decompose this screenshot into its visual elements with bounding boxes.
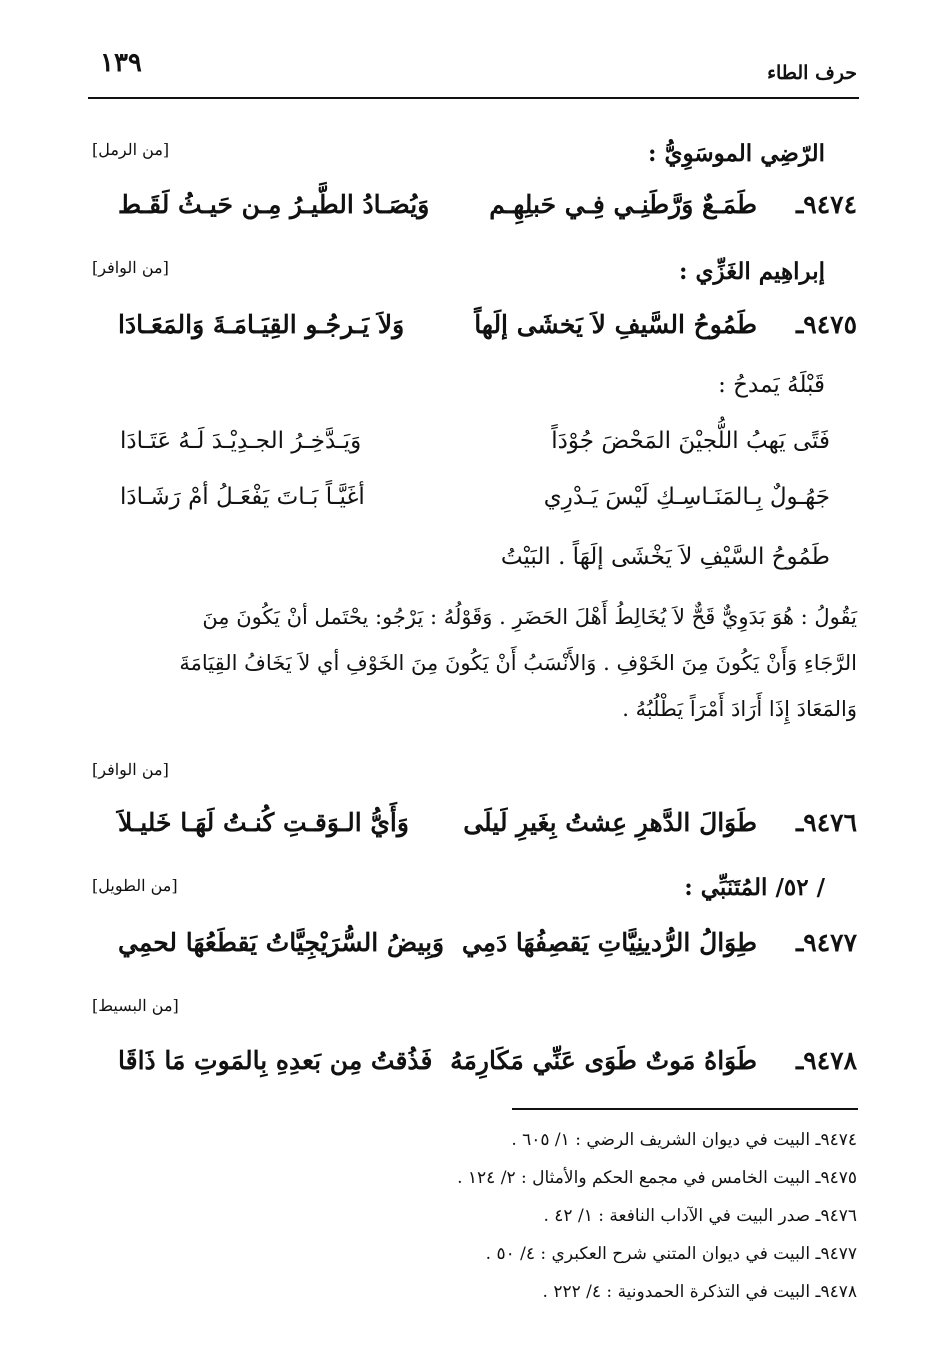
prior-verse (120, 484, 830, 524)
verse-second-hemistich: وَلاَ يَـرجُـو القِيَـامَـةَ وَالمَعَـادَا (118, 310, 405, 339)
before-label: قَبْلَهُ يَمدحُ : (718, 372, 825, 398)
verse-number: ٩٤٧٨ـ (795, 1046, 857, 1075)
poet-name: / ٥٢/ المُتَنَبِّي : (684, 874, 825, 901)
commentary-line: يَقُولُ : هُوَ بَدَوِيٌّ قَحٌّ لاَ يُخَالِطُ أَهْلَ الحَضَرِ . وَقَوْلُهُ : يَرْجُو: يحْتَمل أنْ يَكُونَ مِنَ (202, 605, 857, 629)
verse-number: ٩٤٧٧ـ (795, 928, 857, 957)
verse-number: ٩٤٧٥ـ (795, 310, 857, 339)
verse-number: ٩٤٧٤ـ (795, 190, 857, 219)
footnote-rule (512, 1108, 858, 1110)
commentary-line: الرَّجَاءِ وَأَنْ يَكُونَ مِنَ الخَوْفِ . وَالأَنْسَبُ أَنْ يَكُونَ مِنَ الخَوْفِ أي لاَ يَخَافُ القِيَامَةَ (179, 651, 857, 675)
verse-second-hemistich: أغَيَّـاً بَـاتَ يَفْعَـلُ أمْ رَشَـادَا (120, 484, 365, 510)
verse-second-hemistich: فَذُقتُ مِن بَعدِهِ بِالمَوتِ مَا ذَاقَا (118, 1046, 433, 1075)
verse-first-hemistich: طَمُوحُ السَّيفِ لاَ يَخشَى إلَهاً (474, 310, 757, 339)
verse-number: ٩٤٧٦ـ (795, 808, 857, 837)
verse-9478 (118, 1046, 857, 1092)
verse-9474 (118, 190, 857, 236)
footnote: ٩٤٧٨ـ البيت في التذكرة الحمدونية : ٤/ ٢٢٢ . (542, 1282, 857, 1302)
verse-second-hemistich: وَبِيضُ السُّرَيْجِيَّاتُ يَقطَعُهَا لحمِي (118, 928, 445, 957)
prior-verse (120, 428, 830, 468)
meter-label: [من الطويل] (92, 876, 178, 895)
header-rule (88, 97, 859, 99)
meter-label: [من الرمل] (92, 140, 170, 159)
poet-name: إبراهِيم الغَزِّي : (679, 258, 825, 285)
verse-second-hemistich: وَأَيُّ الـوَقـتِ كُنـتُ لَهَـا خَليـلاَ (118, 808, 409, 837)
footnote: ٩٤٧٦ـ صدر البيت في الآداب النافعة : ١/ ٤٢ . (543, 1206, 857, 1226)
verse-quote: طَمُوحُ السَّيْفِ لاَ يَخْشَى إلَهَاً . البَيْتُ (500, 544, 830, 570)
meter-label: [من الوافر] (92, 760, 169, 779)
footnote: ٩٤٧٤ـ البيت في ديوان الشريف الرضي : ١/ ٦٠٥ . (511, 1130, 857, 1150)
footnote: ٩٤٧٧ـ البيت في ديوان المتني شرح العكبري : ٤/ ٥٠ . (485, 1244, 857, 1264)
running-header-chapter: حرف الطاء (767, 62, 857, 84)
footnote: ٩٤٧٥ـ البيت الخامس في مجمع الحكم والأمثال : ٢/ ١٢٤ . (457, 1168, 857, 1188)
commentary-line: وَالمَعَادَ إِذَا أَرَادَ أَمْرَاً يَطْلُبُهُ . (622, 697, 857, 721)
commentary-paragraph (110, 594, 857, 732)
verse-9477 (118, 928, 857, 974)
verse-9476 (118, 808, 857, 854)
verse-first-hemistich: فَتًى يَهبُ اللُّجيْنَ المَحْضَ جُوْدَاً (551, 428, 830, 454)
verse-first-hemistich: طَمَـعٌ وَرَّطَنِـي فِـي حَبلِهِـم (489, 190, 757, 219)
verse-first-hemistich: طَوَاهُ مَوتٌ طَوَى عَنِّي مَكَارِمَهُ (450, 1046, 757, 1075)
verse-second-hemistich: وَيُصَـادُ الطَّيـرُ مِـن حَيـثُ لَقَـط (118, 190, 430, 219)
verse-second-hemistich: وَيَـدَّخِـرُ الجـدِيْـدَ لَـهُ عَتَـادَا (120, 428, 362, 454)
poet-name: الرّضِي الموسَوِيُّ : (647, 140, 825, 167)
meter-label: [من الوافر] (92, 258, 169, 277)
verse-first-hemistich: طَوَالَ الدَّهرِ عِشتُ بِغَيرِ لَيلَى (463, 808, 757, 837)
verse-first-hemistich: طِوَالُ الرُّدينِيَّاتِ يَقصِفُهَا دَمِي (461, 928, 757, 957)
page-number: ١٣٩ (100, 48, 142, 78)
verse-first-hemistich: جَهُـولٌ بِـالمَنَـاسِـكِ لَيْسَ يَـدْرِي (543, 484, 830, 510)
meter-label: [من البسيط] (92, 996, 179, 1015)
verse-9475 (118, 310, 857, 356)
